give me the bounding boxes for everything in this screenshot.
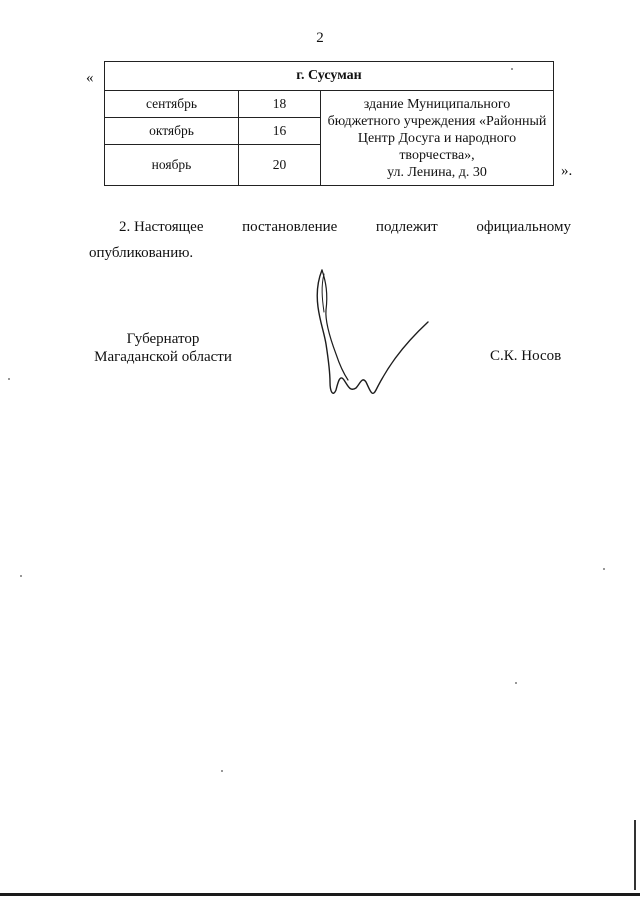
count-cell: 18 bbox=[239, 91, 321, 118]
city-heading: г. Сусуман bbox=[105, 62, 554, 91]
month-cell: ноябрь bbox=[105, 145, 239, 186]
venue-line: ул. Ленина, д. 30 bbox=[387, 164, 487, 180]
scan-speck bbox=[8, 378, 10, 380]
count-cell: 16 bbox=[239, 118, 321, 145]
month-cell: октябрь bbox=[105, 118, 239, 145]
opening-quote: « bbox=[86, 70, 94, 86]
scan-edge-mark bbox=[634, 820, 636, 890]
paragraph-line bbox=[89, 214, 571, 240]
venue-line: здание Муниципального bbox=[363, 96, 511, 112]
scan-speck bbox=[515, 682, 517, 684]
bottom-scan-rule bbox=[0, 893, 640, 896]
paragraph-line: опубликованию. bbox=[89, 245, 194, 261]
paragraph-word: официальному bbox=[476, 219, 571, 235]
signatory-title bbox=[88, 330, 238, 366]
paragraph-word: подлежит bbox=[375, 219, 438, 235]
closing-quote: ». bbox=[561, 163, 573, 179]
count-cell: 20 bbox=[239, 145, 321, 186]
scan-speck bbox=[20, 575, 22, 577]
venue-cell bbox=[321, 91, 554, 186]
venue-line: Центр Досуга и народного bbox=[357, 130, 517, 146]
publication-paragraph bbox=[89, 214, 571, 266]
venue-line: бюджетного учреждения «Районный bbox=[327, 113, 547, 129]
signatory-name: С.К. Носов bbox=[490, 348, 562, 364]
paragraph-word: 2. Настоящее bbox=[119, 219, 204, 235]
scan-speck bbox=[221, 770, 223, 772]
table-header-row bbox=[105, 62, 554, 91]
signatory-title-line: Губернатор bbox=[126, 331, 200, 347]
table-row bbox=[105, 91, 554, 118]
signatory-title-line: Магаданской области bbox=[94, 349, 232, 365]
page-number: 2 bbox=[316, 30, 324, 46]
scan-speck bbox=[511, 68, 513, 70]
scan-speck bbox=[603, 568, 605, 570]
handwritten-signature bbox=[300, 262, 440, 412]
venue-line: творчества», bbox=[399, 147, 475, 163]
month-cell: сентябрь bbox=[105, 91, 239, 118]
schedule-table bbox=[104, 61, 554, 186]
paragraph-word: постановление bbox=[242, 219, 338, 235]
